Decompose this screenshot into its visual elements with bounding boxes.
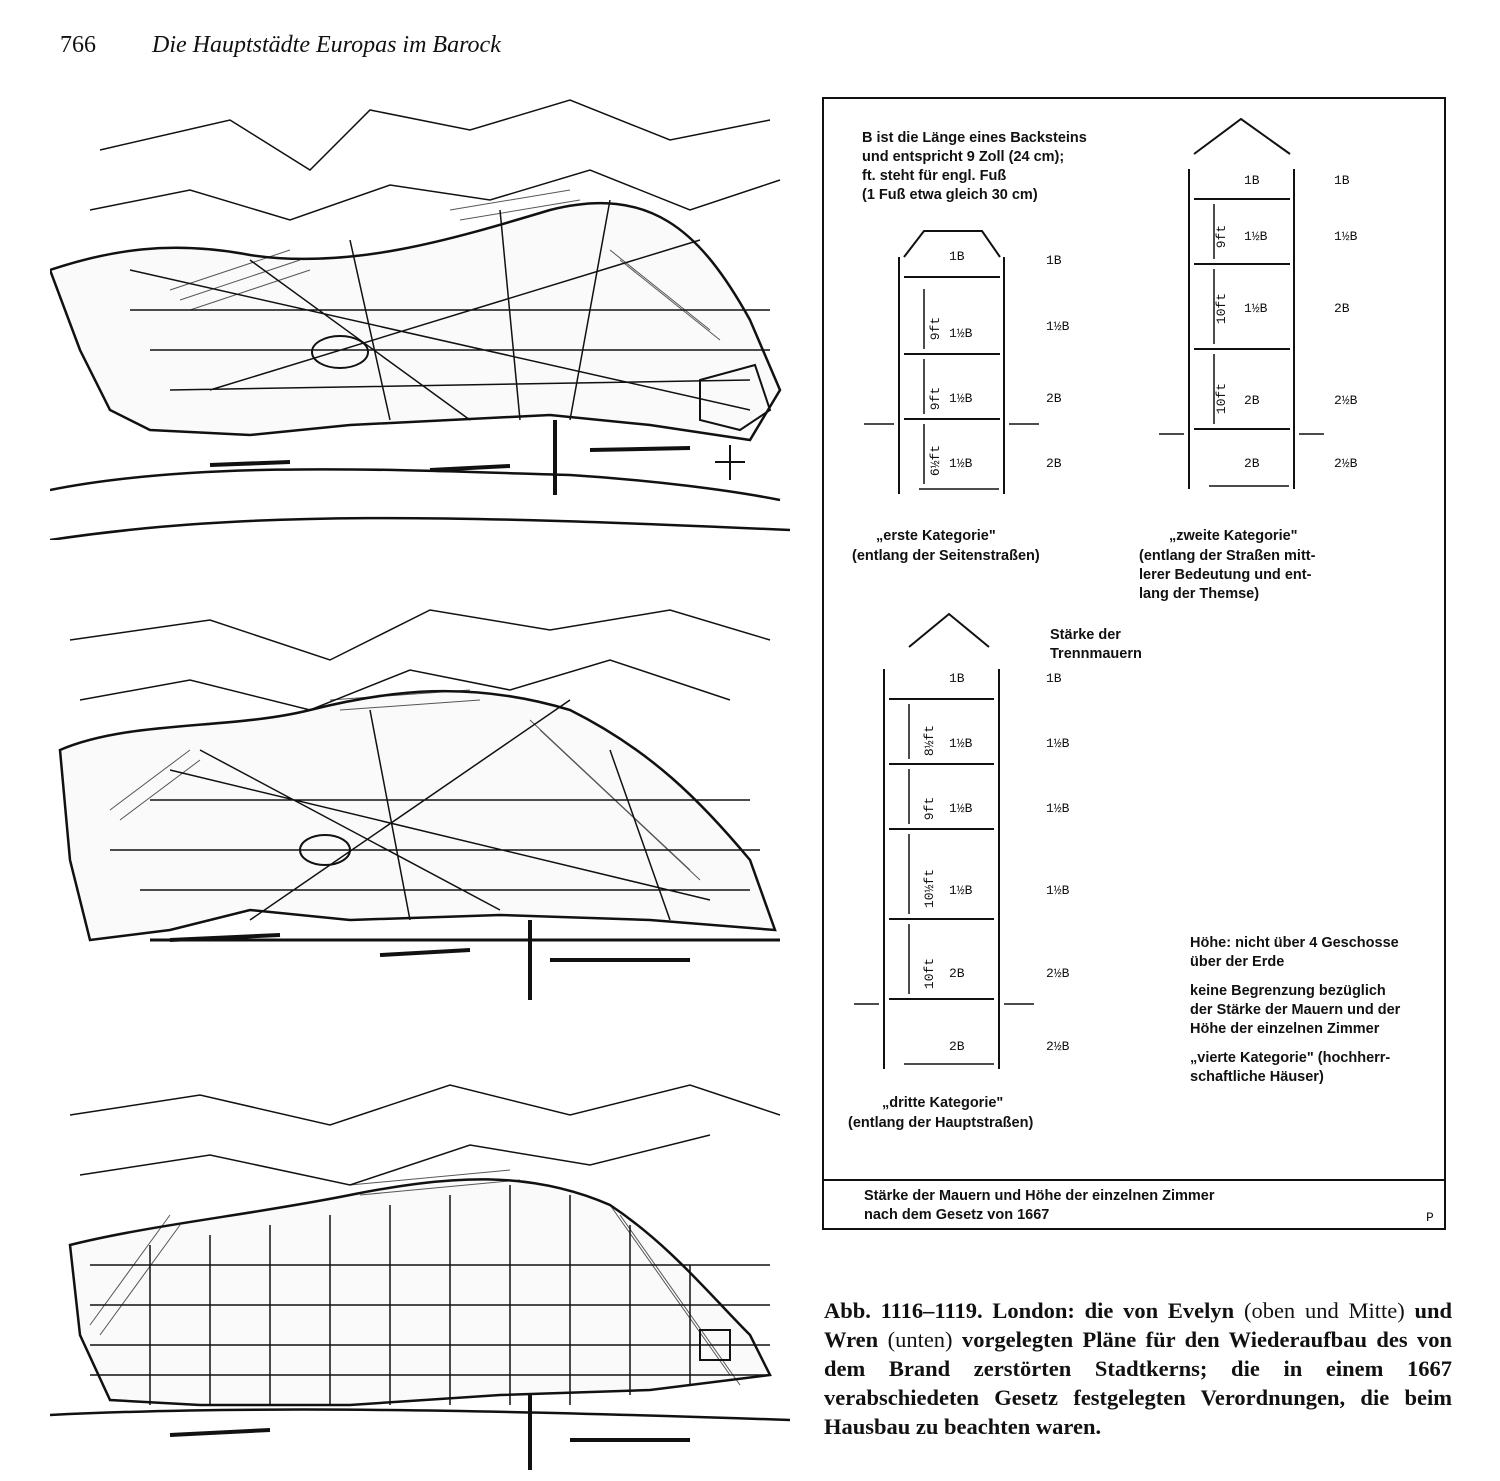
fourth-no-limit: keine Begrenzung bezüglich der Stärke der Mauern und der Höhe der einzelnen Zimmer xyxy=(1190,983,1401,1037)
cat2-desc: (entlang der Straßen mitt- lerer Bedeutung und ent- lang der Themse) xyxy=(1139,548,1316,602)
cat2-room-1: 1B xyxy=(1244,173,1260,188)
panel-marker: P xyxy=(1426,1210,1434,1225)
caption-part-4: (unten) xyxy=(878,1327,962,1352)
cat2-label: „zweite Kategorie" xyxy=(1169,528,1298,544)
page-header xyxy=(60,32,501,59)
caption-part-1: Abb. 1116–1119. London: die von Evelyn xyxy=(824,1298,1235,1323)
cat3-wall-3: 1½B xyxy=(1046,801,1070,816)
cat3-room-4: 1½B xyxy=(949,883,973,898)
cat3-room-2: 1½B xyxy=(949,736,973,751)
cat1-desc: (entlang der Seitenstraßen) xyxy=(852,548,1040,564)
fourth-label: „vierte Kategorie" (hochherr- schaftliche Häuser) xyxy=(1190,1050,1391,1085)
cat2-room-4: 2B xyxy=(1244,393,1260,408)
cat1-label: „erste Kategorie" xyxy=(876,528,996,544)
cat3-room-6: 2B xyxy=(949,1039,965,1054)
map-evelyn-middle xyxy=(50,600,790,1010)
cat2-wall-3: 2B xyxy=(1334,301,1350,316)
cat1-room-2: 1½B xyxy=(949,326,973,341)
panel-footer-divider xyxy=(824,1179,1444,1181)
cat3-room-5: 2B xyxy=(949,966,965,981)
caption-part-3: und Wren xyxy=(824,1298,1453,1352)
cat1-wall-1: 1B xyxy=(1046,253,1062,268)
cat1-wall-4: 2B xyxy=(1046,456,1062,471)
cat3-wall-5: 2½B xyxy=(1046,966,1070,981)
cat3-height-3: 10½ft xyxy=(922,868,938,909)
cat2-room-3: 1½B xyxy=(1244,301,1268,316)
cat2-room-5: 2B xyxy=(1244,456,1260,471)
cat1-wall-2: 1½B xyxy=(1046,319,1070,334)
cat2-room-2: 1½B xyxy=(1244,229,1268,244)
wall-regulation-panel xyxy=(822,97,1446,1230)
cat1-height-3: 6½ft xyxy=(928,444,944,477)
cat2-height-3: 10ft xyxy=(1214,382,1230,415)
cat2-wall-2: 1½B xyxy=(1334,229,1358,244)
cat3-height-4: 10ft xyxy=(922,957,938,990)
cat3-height-1: 8½ft xyxy=(922,724,938,757)
map-wren-bottom xyxy=(50,1075,790,1475)
cat1-height-2: 9ft xyxy=(928,386,944,411)
cat1-height-1: 9ft xyxy=(928,316,944,341)
brick-definition: B ist die Länge eines Backsteins und entspricht 9 Zoll (24 cm); ft. steht für engl. Fuß (1 Fuß etwa gleich 30 cm) xyxy=(862,130,1087,203)
cat3-wall-6: 2½B xyxy=(1046,1039,1070,1054)
fourth-height-rule: Höhe: nicht über 4 Geschosse über der Erde xyxy=(1190,935,1399,970)
cat2-wall-5: 2½B xyxy=(1334,456,1358,471)
panel-footer: Stärke der Mauern und Höhe der einzelnen Zimmer nach dem Gesetz von 1667 xyxy=(864,1188,1215,1223)
cat1-room-3: 1½B xyxy=(949,391,973,406)
caption-part-5: vorgelegten Pläne für den Wiederaufbau des von dem Brand zerstörten Stadtkerns; die in einem 1667 verabschiedeten Gesetz festgelegten Verordnungen, die beim Hausbau zu beachten waren. xyxy=(824,1327,1452,1439)
page-number: 766 xyxy=(60,32,96,58)
cat3-wall-1: 1B xyxy=(1046,671,1062,686)
cat2-height-1: 9ft xyxy=(1214,224,1230,249)
caption-part-2: (oben und Mitte) xyxy=(1234,1298,1415,1323)
cat3-wall-2: 1½B xyxy=(1046,736,1070,751)
cat3-desc: (entlang der Hauptstraßen) xyxy=(848,1115,1034,1131)
partition-label: Stärke der Trennmauern xyxy=(1050,627,1142,662)
cat3-wall-4: 1½B xyxy=(1046,883,1070,898)
cat1-wall-3: 2B xyxy=(1046,391,1062,406)
cat1-room-4: 1½B xyxy=(949,456,973,471)
cat3-room-1: 1B xyxy=(949,671,965,686)
cat3-room-3: 1½B xyxy=(949,801,973,816)
running-title: Die Hauptstädte Europas im Barock xyxy=(152,32,501,58)
cat2-wall-4: 2½B xyxy=(1334,393,1358,408)
cat1-room-1: 1B xyxy=(949,249,965,264)
figure-caption xyxy=(824,1296,1452,1441)
map-evelyn-top xyxy=(50,90,790,540)
cat2-height-2: 10ft xyxy=(1214,292,1230,325)
cat3-height-2: 9ft xyxy=(922,796,938,821)
cat2-wall-1: 1B xyxy=(1334,173,1350,188)
cat3-label: „dritte Kategorie" xyxy=(882,1095,1004,1111)
